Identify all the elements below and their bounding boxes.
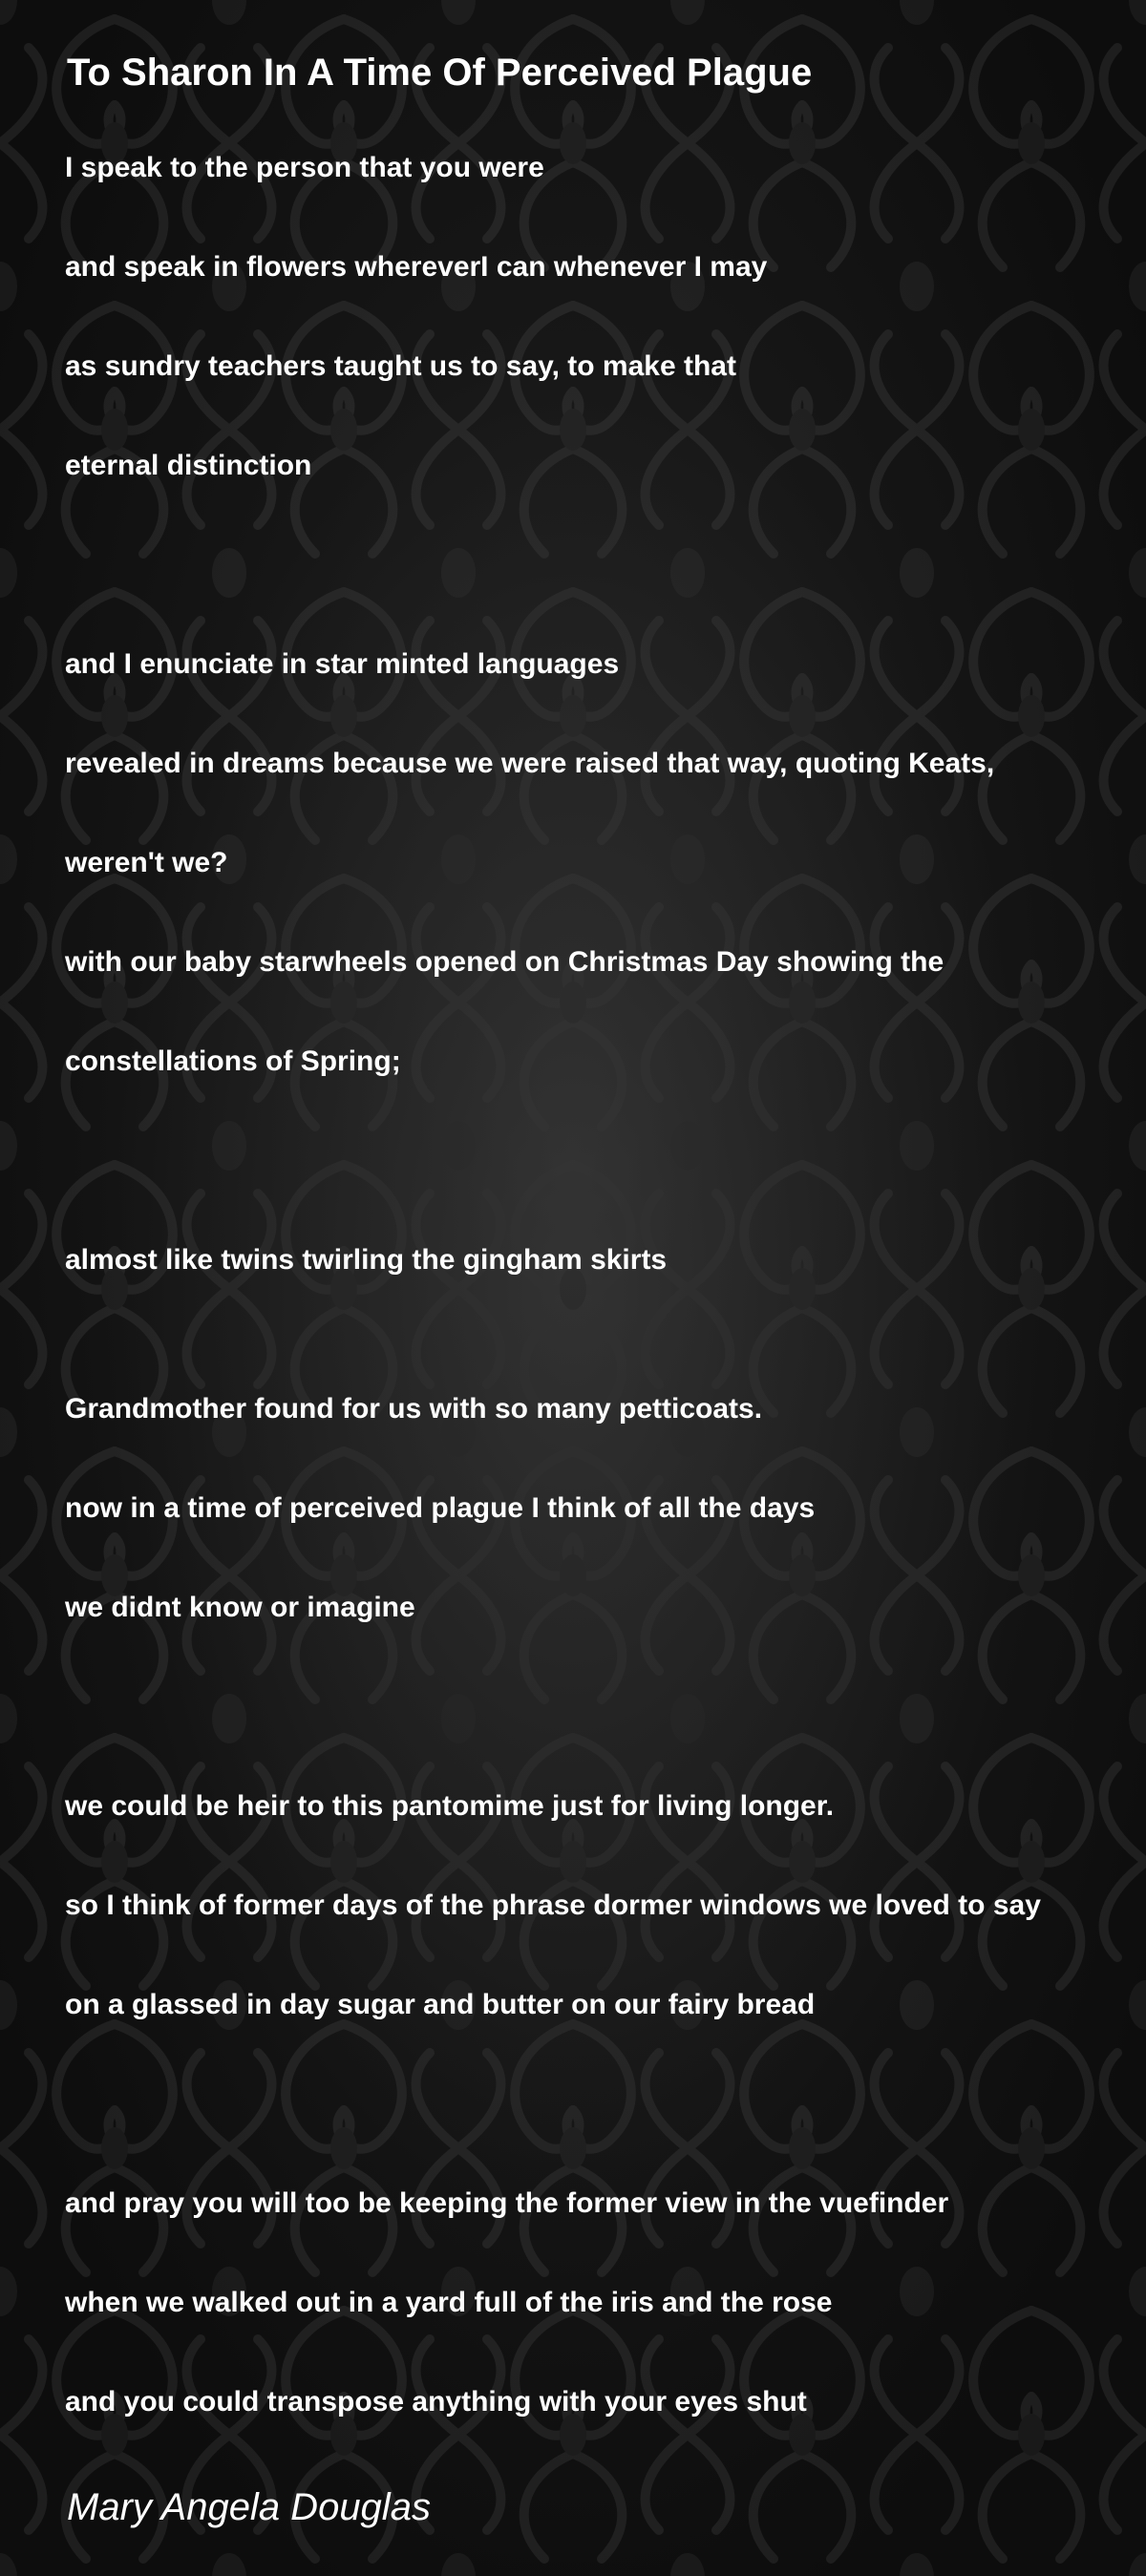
poem-line: and you could transpose anything with your eyes shut xyxy=(65,2386,807,2418)
poem-line: Grandmother found for us with so many petticoats. xyxy=(65,1393,763,1425)
poem-line: on a glassed in day sugar and butter on our fairy bread xyxy=(65,1989,816,2020)
poem-line: with our baby starwheels opened on Christmas Day showing the xyxy=(65,946,944,978)
poem-line: we didnt know or imagine xyxy=(65,1592,415,1623)
poem-line: we could be heir to this pantomime just for living longer. xyxy=(65,1790,835,1822)
poem-line: revealed in dreams because we were raised that way, quoting Keats, xyxy=(65,748,995,779)
poem-line: so I think of former days of the phrase dormer windows we loved to say xyxy=(65,1890,1041,1921)
poem-line: I speak to the person that you were xyxy=(65,152,544,183)
poem-line: constellations of Spring; xyxy=(65,1045,401,1077)
poem-line: almost like twins twirling the gingham skirts xyxy=(65,1244,668,1276)
poem-line: now in a time of perceived plague I think of all the days xyxy=(65,1492,816,1524)
poem-line: weren't we? xyxy=(65,847,228,878)
poem-line: and I enunciate in star minted languages xyxy=(65,648,620,680)
poem-line: when we walked out in a yard full of the iris and the rose xyxy=(65,2287,833,2318)
poem-line: and speak in flowers whereverI can whenever I may xyxy=(65,251,768,283)
poem-line: eternal distinction xyxy=(65,450,312,481)
poem-line: and pray you will too be keeping the former view in the vuefinder xyxy=(65,2187,949,2219)
poem-title: To Sharon In A Time Of Perceived Plague xyxy=(67,52,813,94)
poem-author: Mary Angela Douglas xyxy=(67,2486,431,2528)
poem-line: as sundry teachers taught us to say, to make that xyxy=(65,350,736,382)
